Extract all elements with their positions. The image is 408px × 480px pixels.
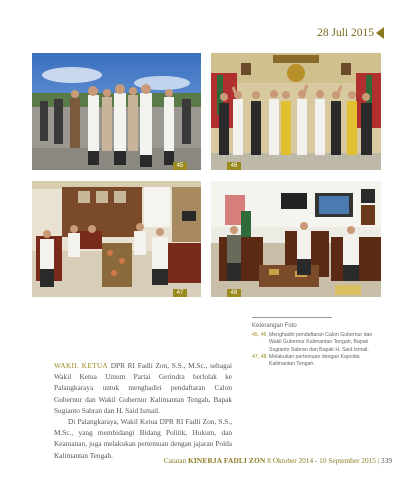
footer-brand: KINERJA FADLI ZON bbox=[188, 456, 266, 465]
lead-in: WAKIL KETUA bbox=[54, 361, 108, 370]
page-number: 339 bbox=[381, 456, 392, 465]
paragraph-text: DPR RI Fadli Zon, S.S., M.Sc., sebagai Wakil Ketua Umum Partai Gerindra berlolak ke Palangkaraya untuk menghadiri pendaftaran Calon Gubernur dan Wakil Gubernur Kalimantan Tengah, Bapak Sugianto Sabran dan H. Said Ismail. bbox=[54, 361, 232, 415]
page-footer bbox=[164, 456, 392, 465]
footer-separator: | bbox=[377, 456, 380, 465]
caption-title: Keterangan Foto bbox=[252, 323, 297, 329]
paragraph: Di Palangkaraya, Wakil Ketua DPR RI Fadli Zon, S.S., M.Sc., yang membidangi Bidang Politik, Hukum, dan Keamanan, juga melakukan pertemuan dengan jajaran Polda Kalimantan Tengah. bbox=[54, 417, 232, 460]
caption-text: Melakukan pertemuan dengan Kapolda Kalimantan Tengah. bbox=[269, 354, 360, 368]
date-marker-icon bbox=[376, 27, 384, 39]
caption-item bbox=[252, 332, 375, 354]
photo-outdoor-walk bbox=[32, 53, 201, 170]
caption-numbers: 47, 48 bbox=[252, 354, 267, 360]
footer-prefix: Catatan bbox=[163, 456, 187, 465]
photo-number: 45 bbox=[173, 162, 187, 170]
photo-number: 46 bbox=[227, 162, 241, 170]
caption-item bbox=[252, 354, 375, 369]
photo-office-visit bbox=[211, 181, 381, 297]
caption-numbers: 45, 46 bbox=[252, 332, 267, 338]
photo-group-stage bbox=[211, 53, 381, 170]
caption-divider bbox=[252, 317, 332, 318]
photo-number: 48 bbox=[227, 289, 241, 297]
photo-number: 47 bbox=[173, 289, 187, 297]
photo-sitting-room bbox=[32, 181, 201, 297]
page-date: 28 Juli 2015 bbox=[317, 27, 374, 39]
article-body bbox=[54, 360, 232, 461]
paragraph bbox=[54, 360, 232, 416]
footer-range: 8 Oktober 2014 - 10 September 2015 bbox=[267, 456, 376, 465]
caption-text: Menghadiri pendaftaran Calon Gubernur dan Wakil Gubernur Kalimantan Tengah, Bapak Sugianto Sabran dan Bapak H. Said Ismail. bbox=[269, 332, 373, 353]
